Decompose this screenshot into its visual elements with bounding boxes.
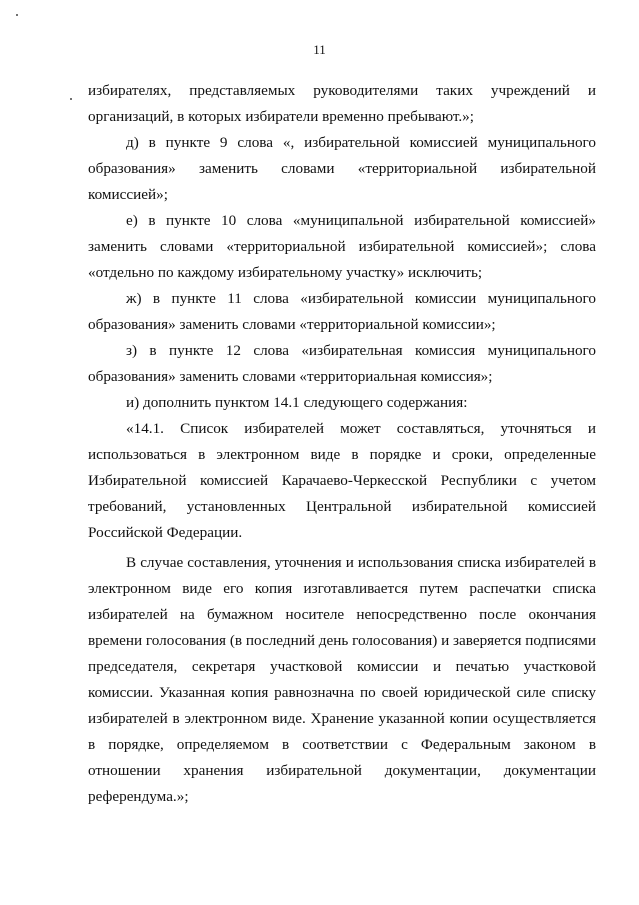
paragraph-item-zh: ж) в пункте 11 слова «избирательной комиссии муниципального образования» заменить словами «территориальной комиссии»;	[88, 290, 596, 333]
paragraph-item-d: д) в пункте 9 слова «, избирательной комиссией муниципального образования» заменить словами «территориальной избирательной комиссией»;	[88, 134, 596, 203]
scan-speck	[70, 98, 72, 100]
paragraph-item-z: з) в пункте 12 слова «избирательная комиссия муниципального образования» заменить словами «территориальная комиссия»;	[88, 342, 596, 385]
paragraph-item-i: и) дополнить пунктом 14.1 следующего содержания:	[126, 394, 468, 411]
paragraph-clause-14-1: «14.1. Список избирателей может составляться, уточняться и использоваться в электронном виде в порядке и сроки, определенные Избирательной комиссией Карачаево-Черкесской Республики с учетом требований, установленных Центральной избирательной комиссией Российской Федерации.	[88, 420, 596, 541]
scan-speck	[16, 14, 18, 16]
document-body	[88, 78, 596, 810]
paragraph-continuation: избирателях, представляемых руководителями таких учреждений и организаций, в которых избиратели временно пребывают.»;	[88, 82, 596, 125]
paragraph-electronic-copy: В случае составления, уточнения и использования списка избирателей в электронном виде его копия изготавливается путем распечатки списка избирателей на бумажном носителе непосредственно после окончания времени голосования (в последний день голосования) и заверяется подписями председателя, секретаря участковой комиссии и печатью участковой комиссии. Указанная копия равнозначна по своей юридической силе списку избирателей в электронном виде. Хранение указанной копии осуществляется в порядке, определяемом в соответствии с Федеральным законом в отношении хранения избирательной документации, документации референдума.»;	[88, 554, 596, 805]
paragraph-item-e: е) в пункте 10 слова «муниципальной избирательной комиссией» заменить словами «территориальной избирательной комиссией»; слова «отдельно по каждому избирательному участку» исключить;	[88, 212, 596, 281]
page-number: 11	[313, 42, 326, 57]
